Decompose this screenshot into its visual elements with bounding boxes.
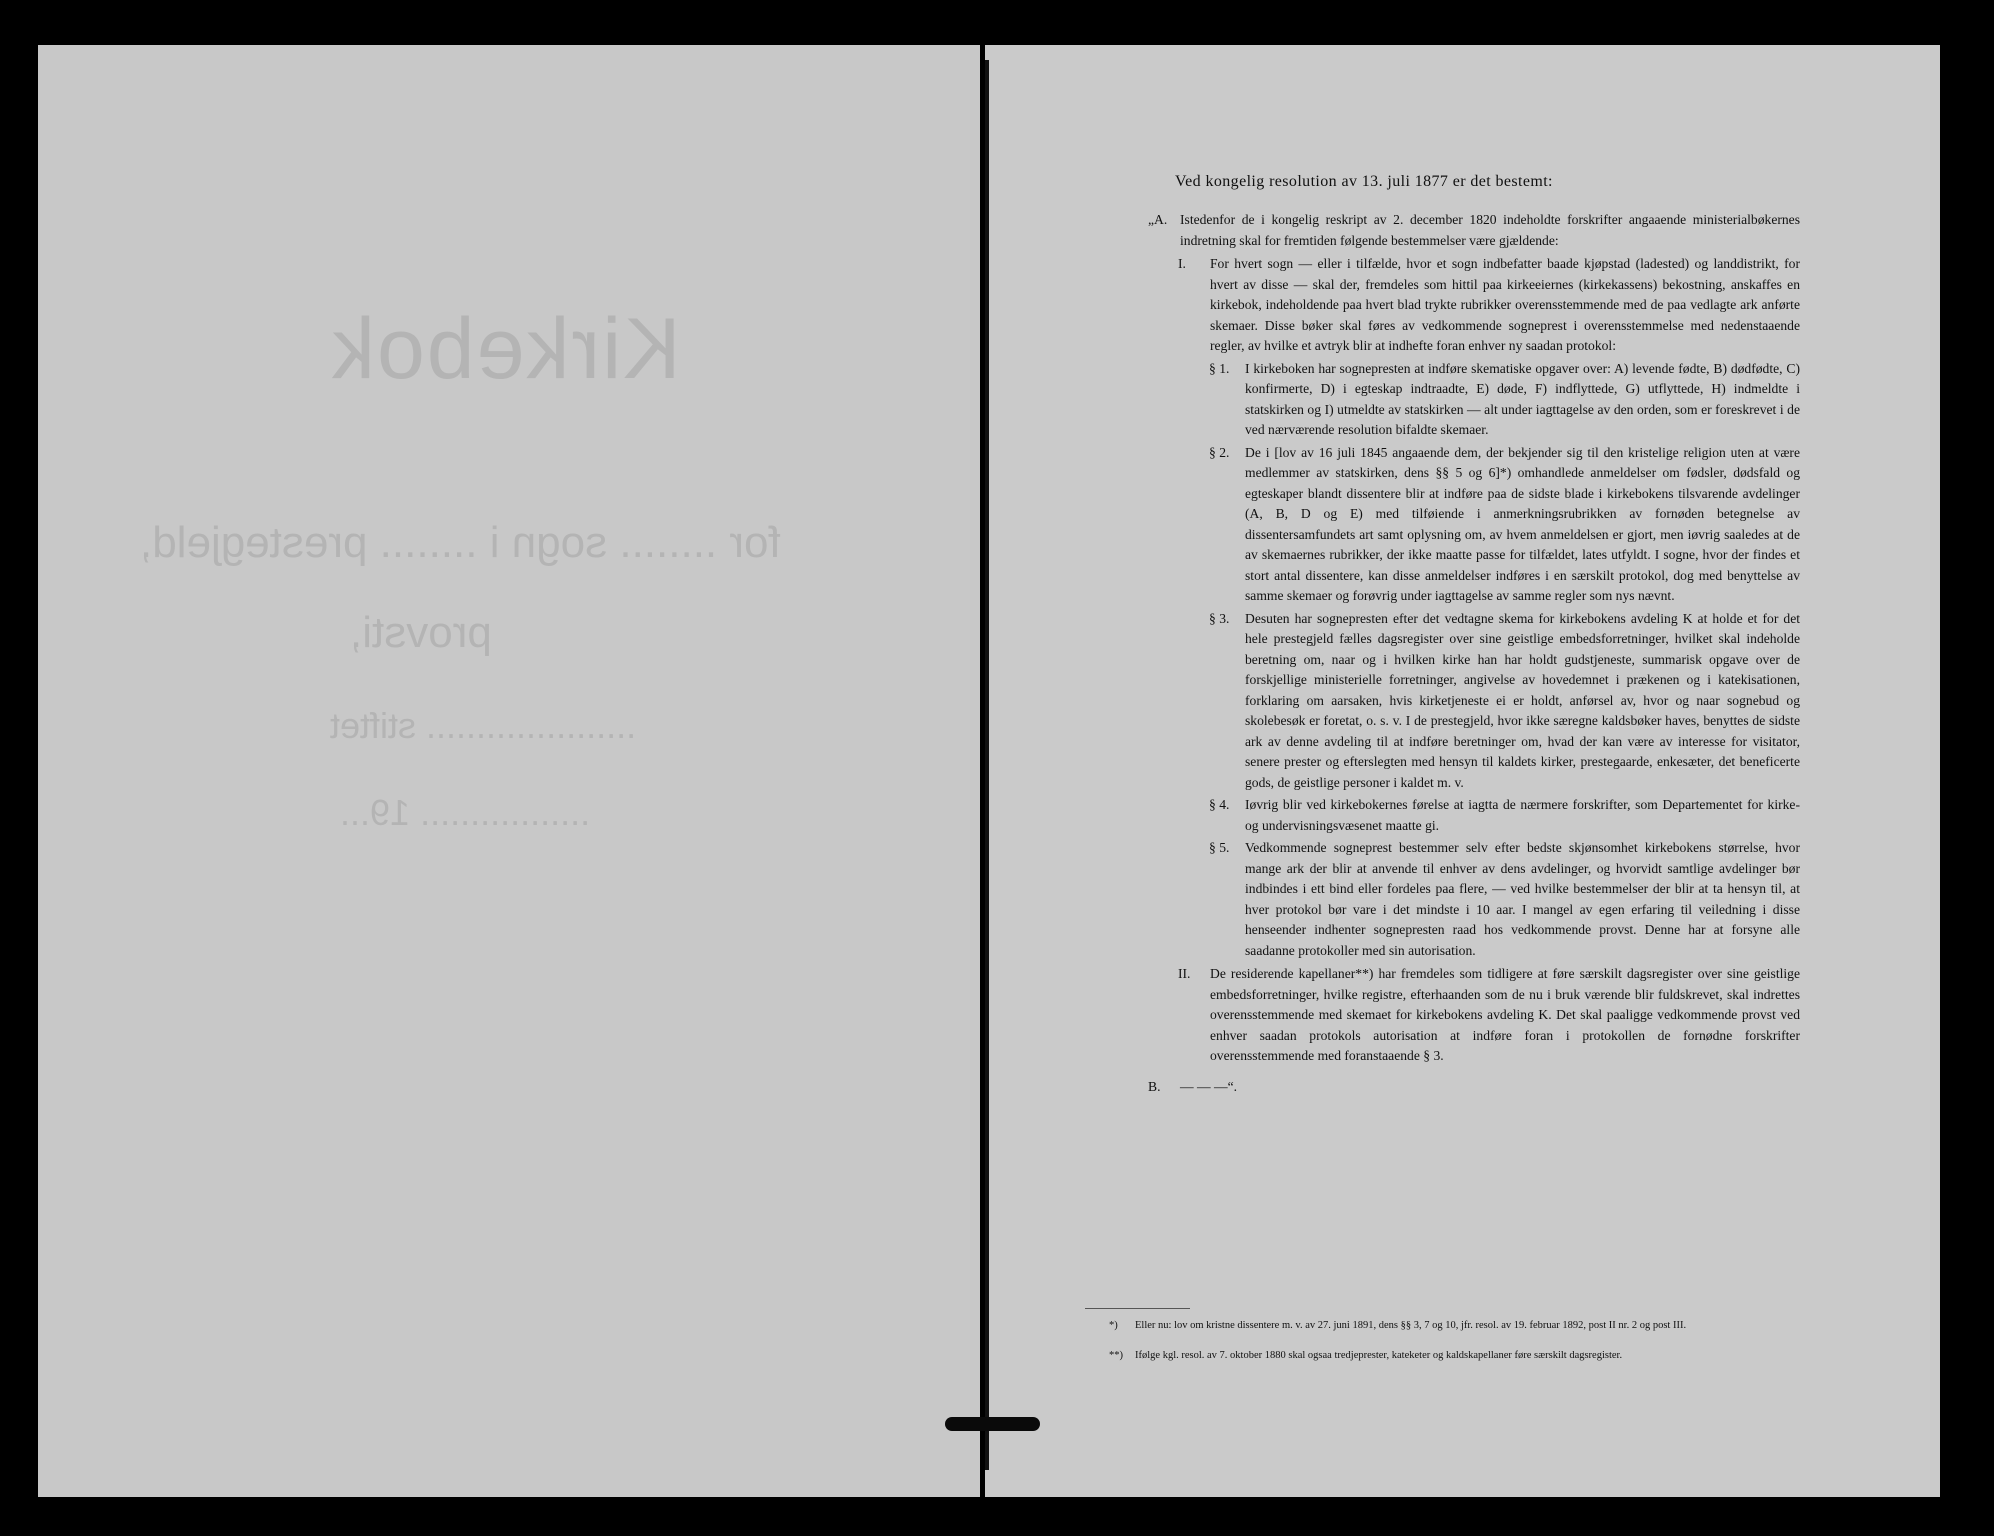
paragraph-5 — [1209, 838, 1800, 961]
paragraph-marker: § 1. — [1209, 360, 1230, 376]
section-b — [1148, 1077, 1800, 1098]
paragraph-3 — [1209, 609, 1800, 794]
paragraph-1 — [1209, 359, 1800, 441]
footnote-marker: **) — [1109, 1350, 1123, 1361]
document-body — [1148, 210, 1800, 1097]
footnote-marker: *) — [1109, 1320, 1118, 1331]
ghost-line: ................. 19... — [340, 792, 591, 833]
section-text: De residerende kapellaner**) har fremdeles som tidligere at føre særskilt dagsregister over sine geistlige embedsforretninger, hvilke registre, efterhaanden som de nu i bruk værende blir fuldskrevet, skal indrettes overensstemmende med skemaet for kirkebokens avdeling K. Det skal paaligge vedkommende provst ved enhver saadan protokols autorisation at indføre foran i protokollen de fornødne forskrifter overensstemmende med foranstaaende § 3. — [1210, 966, 1800, 1063]
paragraph-marker: § 2. — [1209, 444, 1230, 460]
paragraph-text: I kirkeboken har sognepresten at indføre skematiske opgaver over: A) levende fødte, B) dødfødte, C) konfirmerte, D) i egteskap indtraadte, E) døde, F) indflyttede, G) utflyttede, H) indmeldte i statskirken og I) utmeldte av statskirken — alt under iagttagelse av den orden, som er foreskrevet i de ved nærværende resolution bifaldte skemaer. — [1245, 360, 1800, 437]
section-text: — — —“. — [1180, 1078, 1238, 1094]
paragraph-4 — [1209, 795, 1800, 836]
ghost-line: for ........ sogn i ........ prestegjeld, — [140, 518, 781, 567]
section-marker: II. — [1178, 966, 1191, 981]
paragraph-text: Desuten har sognepresten efter det vedtagne skema for kirkebokens avdeling K at holde et for det hele prestegjeld fælles dagsregister over sine geistlige embedsforretninger, hvilket skal indeholde beretning om, naar og i hvilken kirke han har holdt gudstjeneste, summarisk opgave over de forskjellige ministerielle forretninger, angivelse av hovedemnet i prækenen og i katekisationen, forklaring om aarsaken, hvis kirketjeneste ei er holdt, anførsel av, hvor og naar sognebud og skolebesøk er foretat, o. s. v. I de prestegjeld, hvor ikke særegne kaldsbøker haves, benyttes de sidste ark av denne avdeling til at indføre beretninger om, hvad der kan være av interesse for visitator, senere prester og efterslegten med hensyn til kaldets kirker, prestegaarde, enkesæter, det beneficerte gods, de geistlige personer i kaldet m. v. — [1245, 610, 1800, 790]
footnote — [1109, 1348, 1815, 1363]
book-spine — [985, 60, 989, 1470]
section-2 — [1178, 964, 1800, 1067]
footnote-divider — [1085, 1308, 1190, 1309]
left-page — [38, 45, 980, 1497]
footnote — [1109, 1318, 1815, 1333]
paragraph-text: Vedkommende sogneprest bestemmer selv efter bedste skjønsomhet kirkebokens størrelse, hvor mange ark der blir at anvende til enhver av dens avdelinger, og hvorvidt samtlige avdelinger bør indbindes i ett bind eller fordeles paa flere, — ved hvilke bestemmelser der blir at ta hensyn til, at hver protokol bør vare i det mindste i 10 aar. I mangel av egen erfaring til veiledning i disse henseender indhenter sognepresten raad hos vedkommende provst. Denne har at forsyne alle saadanne protokoller med sin autorisation. — [1245, 840, 1800, 958]
section-text: For hvert sogn — eller i tilfælde, hvor et sogn indbefatter baade kjøpstad (ladested) og landdistrikt, for hvert av disse — skal der, fremdeles som hittil paa kirkeeiernes (kirkekassens) bekostning, anskaffes en kirkebok, indeholdende paa hvert blad trykte rubrikker overensstemmende med de paa vedlagte ark anførte skemaer. Disse bøker skal føres av vedkommende sogneprest i overensstemmelse med nedenstaaende regler, av hvilke et avtryk blir at indhefte foran enhver ny saadan protokol: — [1210, 256, 1800, 353]
section-marker: „A. — [1148, 212, 1168, 227]
section-text: Istedenfor de i kongelig reskript av 2. december 1820 indeholdte forskrifter angaaende ministerialbøkernes indretning skal for fremtiden følgende bestemmelser være gjældende: — [1180, 212, 1800, 248]
footnote-text: Eller nu: lov om kristne dissentere m. v. av 27. juni 1891, dens §§ 3, 7 og 10, jfr. resol. av 19. februar 1892, post II nr. 2 og post III. — [1135, 1320, 1687, 1331]
document-heading: Ved kongelig resolution av 13. juli 1877 er det bestemt: — [1175, 173, 1553, 190]
footnote-text: Ifølge kgl. resol. av 7. oktober 1880 skal ogsaa tredjeprester, kateketer og kaldskapellaner føre særskilt dagsregister. — [1135, 1350, 1623, 1361]
ghost-line: provsti, — [350, 608, 492, 657]
spine-clasp — [945, 1417, 1040, 1431]
paragraph-text: Iøvrig blir ved kirkebokernes førelse at iagtta de nærmere forskrifter, som Departementet for kirke- og undervisningsvæsenet maatte gi. — [1245, 797, 1800, 833]
ghost-title: Kirkebok — [330, 301, 681, 397]
paragraph-marker: § 3. — [1209, 610, 1230, 626]
paragraph-2 — [1209, 443, 1800, 607]
section-a — [1148, 210, 1800, 251]
paragraph-marker: § 5. — [1209, 840, 1230, 855]
paragraph-marker: § 4. — [1209, 797, 1230, 812]
section-marker: I. — [1178, 256, 1186, 271]
ghost-line: ..................... stiftet — [330, 705, 637, 746]
paragraph-text: De i [lov av 16 juli 1845 angaaende dem, der bekjender sig til den kristelige religion uten at være medlemmer av statskirken, dens §§ 5 og 6]*) omhandlede anmeldelser om fødsler, dødsfald og egteskaper blandt dissentere blir at indføre paa de sidste blade i kirkebokens tilsvarende avdelinger (A, B, D og E) med tilføiende i anmerkningsrubrikken av fornøden betegnelse av dissentersamfundets art samt oplysning om, av hvem anmeldelsen er gjort, men iøvrig saaledes at de av skemaernes rubrikker, der ikke maatte passe for tilfældet, lates utfyldt. I sogne, hvor der findes et stort antal dissentere, kan disse anmeldelser indføres i en særskilt protokol, dog med benyttelse av samme skemaer og forøvrig under iagttagelse av samme regler som nys nævnt. — [1245, 444, 1800, 603]
section-marker: B. — [1148, 1078, 1161, 1094]
section-1 — [1178, 254, 1800, 357]
